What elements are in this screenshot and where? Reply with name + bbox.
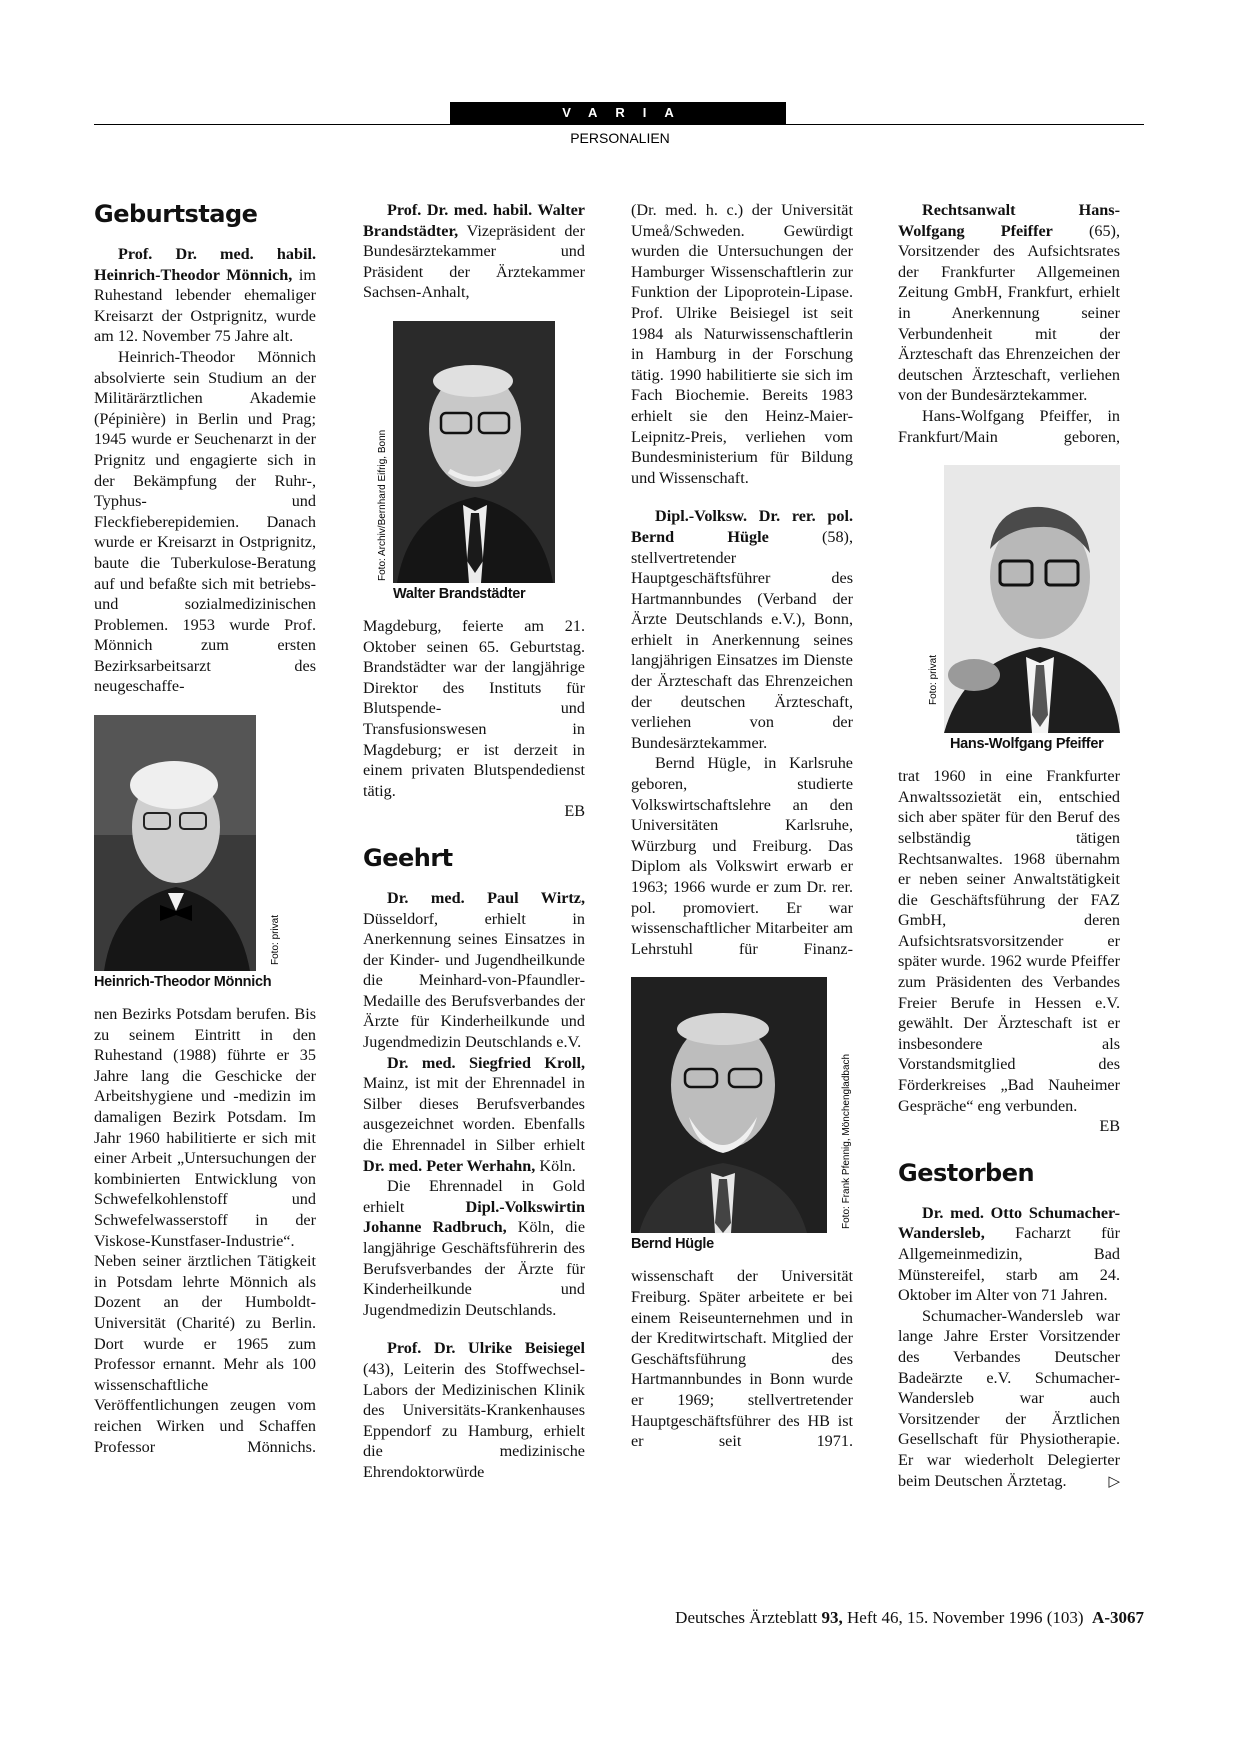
article-moennich-intro: Prof. Dr. med. habil. Heinrich-Theodor Mönnich, im Ruhestand lebender ehemaliger Kreisarzt der Ostprignitz, wurde am 12. November 75 Jahre alt. [94, 245, 316, 346]
column-4 [898, 200, 1120, 1491]
photo-figure-huegle [631, 977, 853, 1252]
continue-arrow-icon: ▷ [1108, 1471, 1120, 1490]
article-brandstaedter-body: Magdeburg, feierte am 21. Oktober seinen 65. Geburtstag. Brandstädter war der langjährige Direktor des Instituts für Blutspende- und Transfusionswesen in Magdeburg; er ist derzeit in einem privaten Blutspendedienst tätig. EB [363, 616, 585, 821]
page-number: A-3067 [1092, 1608, 1144, 1627]
photo-caption-pfeiffer: Hans-Wolfgang Pfeiffer [950, 736, 1104, 753]
photo-figure-pfeiffer [928, 465, 1120, 753]
article-huegle-intro: Dipl.-Volksw. Dr. rer. pol. Bernd Hügle (58), stellvertretender Hauptgeschäftsführer des Hartmannbundes (Verband der Ärzte Deutschlands e.V.), Bonn, erhielt in Anerkennung seines langjährigen Einsatzes im Dienste der Ärzteschaft das Ehrenzeichen der deutschen Ärzteschaft, verliehen von der Bundesärztekammer. [631, 507, 853, 752]
article-wirtz: Dr. med. Paul Wirtz, Düsseldorf, erhielt in Anerkennung seines Einsatzes in der Kinder- und Jugendheilkunde die Meinhard-von-Pfaundler-Medaille des Berufsverbandes der Ärzte für Kinderheilkunde und Jugendmedizin Deutschlands e.V. [363, 888, 585, 1052]
article-pfeiffer-body: Hans-Wolfgang Pfeiffer, in Frankfurt/Main geboren, [898, 406, 1120, 446]
heading-gestorben: Gestorben [898, 1158, 1035, 1187]
photo-caption-huegle: Bernd Hügle [631, 1236, 714, 1253]
photo-caption-moennich: Heinrich-Theodor Mönnich [94, 974, 272, 991]
photo-credit-brandstaedter: Foto: Archiv/Bernhard Eifrig, Bonn [377, 429, 388, 581]
photo-figure-moennich [94, 715, 316, 990]
article-huegle-continued: wissenschaft der Universität Freiburg. Später arbeitete er bei einem Reiseunternehmen und in der Kreditwirtschaft. Mitglied der Geschäftsführung des Hartmannbundes in Bonn wurde er 1969; stellvertretender Hauptgeschäftsführer des HB ist er seit 1971. [631, 1267, 853, 1451]
portrait-photo-pfeiffer [944, 465, 1120, 733]
column-3 [631, 200, 853, 1452]
heading-geehrt: Geehrt [363, 843, 453, 872]
subsection-label: PERSONALIEN [570, 130, 670, 146]
article-moennich-continued: nen Bezirks Potsdam berufen. Bis zu seinem Eintritt in den Ruhestand (1988) führte er 35 Jahre lang die Geschicke der Arbeitshygiene und -medizin im damaligen Bezirk Potsdam. Im Jahr 1960 habilitierte er sich mit einer Arbeit „Untersuchungen der kombinierten Entwicklung von Schwefelkohlenstoff und Schwefelwasserstoff in der Viskose-Kunstfaser-Industrie“. Neben seiner ärztlichen Tätigkeit in Potsdam lehrte Mönnich als Dozent an der Humboldt-Universität (Charité) zu Berlin. Dort wurde er 1965 zum Professor ernannt. Mehr als 100 wissenschaftliche Veröffentlichungen zeugen vom reichen Wirken und Schaffen Professor Mönnichs. [94, 1005, 316, 1456]
article-kroll: Dr. med. Siegfried Kroll, Mainz, ist mit der Ehrennadel in Silber dieses Berufsverbandes ausgezeichnet worden. Ebenfalls die Ehrennadel in Silber erhielt Dr. med. Peter Werhahn, Köln. [363, 1053, 585, 1175]
portrait-photo-brandstaedter [393, 321, 555, 583]
photo-credit-moennich: Foto: privat [270, 915, 281, 966]
column-2 [363, 200, 585, 1483]
article-huegle-body: Bernd Hügle, in Karlsruhe geboren, studierte Volkswirtschaftslehre an den Universitäten Karlsruhe, Würzburg und Freiburg. Das Diplom als Volkswirt erwarb er 1963; 1966 wurde er zum Dr. rer. pol. promoviert. Er war wissenschaftlicher Mitarbeiter am Lehrstuhl für Finanz- [631, 754, 853, 958]
portrait-photo-moennich [94, 715, 256, 971]
article-schumacher-body: Schumacher-Wandersleb war lange Jahre Erster Vorsitzender des Verbandes Deutscher Badeärzte e.V. Schumacher-Wandersleb war auch Vorsitzender der Ärztlichen Gesellschaft für Physiotherapie. Er war wiederholt Delegierter beim Deutschen Ärztetag. ▷ [898, 1306, 1120, 1490]
article-brandstaedter-intro: Prof. Dr. med. habil. Walter Brandstädter, Vizepräsident der Bundesärztekammer und Präsident der Ärztekammer Sachsen-Anhalt, [363, 201, 585, 302]
article-radbruch: Die Ehrennadel in Gold erhielt Dipl.-Volkswirtin Johanne Radbruch, Köln, die langjährige Geschäftsführerin des Berufsverbandes der Ärzte für Kinderheilkunde und Jugendmedizin Deutschlands. [363, 1177, 586, 1319]
column-1 [94, 200, 316, 1457]
photo-caption-brandstaedter: Walter Brandstädter [393, 585, 526, 602]
page-footer: Deutsches Ärzteblatt 93, Heft 46, 15. November 1996 (103) A-3067 [675, 1608, 1144, 1627]
portrait-photo-huegle [631, 977, 827, 1233]
photo-credit-huegle: Foto: Frank Pfennig, Mönchengladbach [841, 1054, 852, 1230]
section-label: VARIA [450, 102, 786, 124]
photo-credit-pfeiffer: Foto: privat [928, 655, 939, 706]
photo-figure-brandstaedter [377, 321, 585, 602]
article-pfeiffer-continued: trat 1960 in eine Frankfurter Anwaltssozietät ein, entschied sich aber später für den Beruf des selbständig tätigen Rechtsanwaltes. 1968 übernahm er neben seiner Anwaltstätigkeit die Geschäftsführung der FAZ GmbH, deren Aufsichtsratsvorsitzender er später wurde. 1962 wurde Pfeiffer zum Präsidenten des Verbandes Freier Berufe in Hessen e.V. gewählt. Der Ärzteschaft ist er insbesondere als Vorstandsmitglied des Förderkreises „Bad Nauheimer Gespräche“ eng verbunden. EB [898, 767, 1120, 1136]
article-moennich-body: Heinrich-Theodor Mönnich absolvierte sein Studium an der Militärärztlichen Akademie (Pépinière) in Berlin und Prag; 1945 wurde er Seuchenarzt in der Prignitz und engagierte sich in der Bekämpfung der Ruhr-, Typhus- und Fleckfieberepidemien. Danach wurde er Kreisarzt in Ostprignitz, baute die Tuberkulose-Beratung auf und befaßte sich mit betriebs- und sozialmedizinischen Problemen. 1953 wurde Prof. Mönnich zum ersten Bezirksarbeitsarzt des neugeschaffe- [94, 347, 316, 696]
heading-geburtstage: Geburtstage [94, 200, 258, 228]
article-beisiegel-continued: (Dr. med. h. c.) der Universität Umeå/Schweden. Gewürdigt wurden die Untersuchungen der Hamburger Wissenschaftlerin zur Funktion der Lipoprotein-Lipase. Prof. Ulrike Beisiegel ist seit 1984 als Naturwissenschaftlerin in Hamburg in der Forschung tätig. 1990 habilitierte sie sich im Fach Biochemie. Bereits 1983 erhielt sie den Heinz-Maier-Leipnitz-Preis, verliehen vom Bundesministerium für Bildung und Wissenschaft. [631, 201, 853, 487]
article-schumacher-intro: Dr. med. Otto Schumacher-Wandersleb, Facharzt für Allgemeinmedizin, Bad Münstereifel, starb am 24. Oktober im Alter von 71 Jahren. [898, 1203, 1120, 1305]
article-pfeiffer-intro: Rechtsanwalt Hans-Wolfgang Pfeiffer (65), Vorsitzender des Aufsichtsrates der Frankfurter Allgemeinen Zeitung GmbH, Frankfurt, erhielt in Anerkennung seiner Verbundenheit mit der Ärzteschaft das Ehrenzeichen der deutschen Ärzteschaft, verliehen von der Bundesärztekammer. [898, 201, 1120, 405]
article-beisiegel-intro: Prof. Dr. Ulrike Beisiegel (43), Leiterin des Stoffwechsel-Labors der Medizinischen Klinik des Universitäts-Krankenhauses Eppendorf zu Hamburg, erhielt die medizinische Ehrendoktorwürde [363, 1339, 585, 1481]
header-rule [94, 124, 1144, 125]
